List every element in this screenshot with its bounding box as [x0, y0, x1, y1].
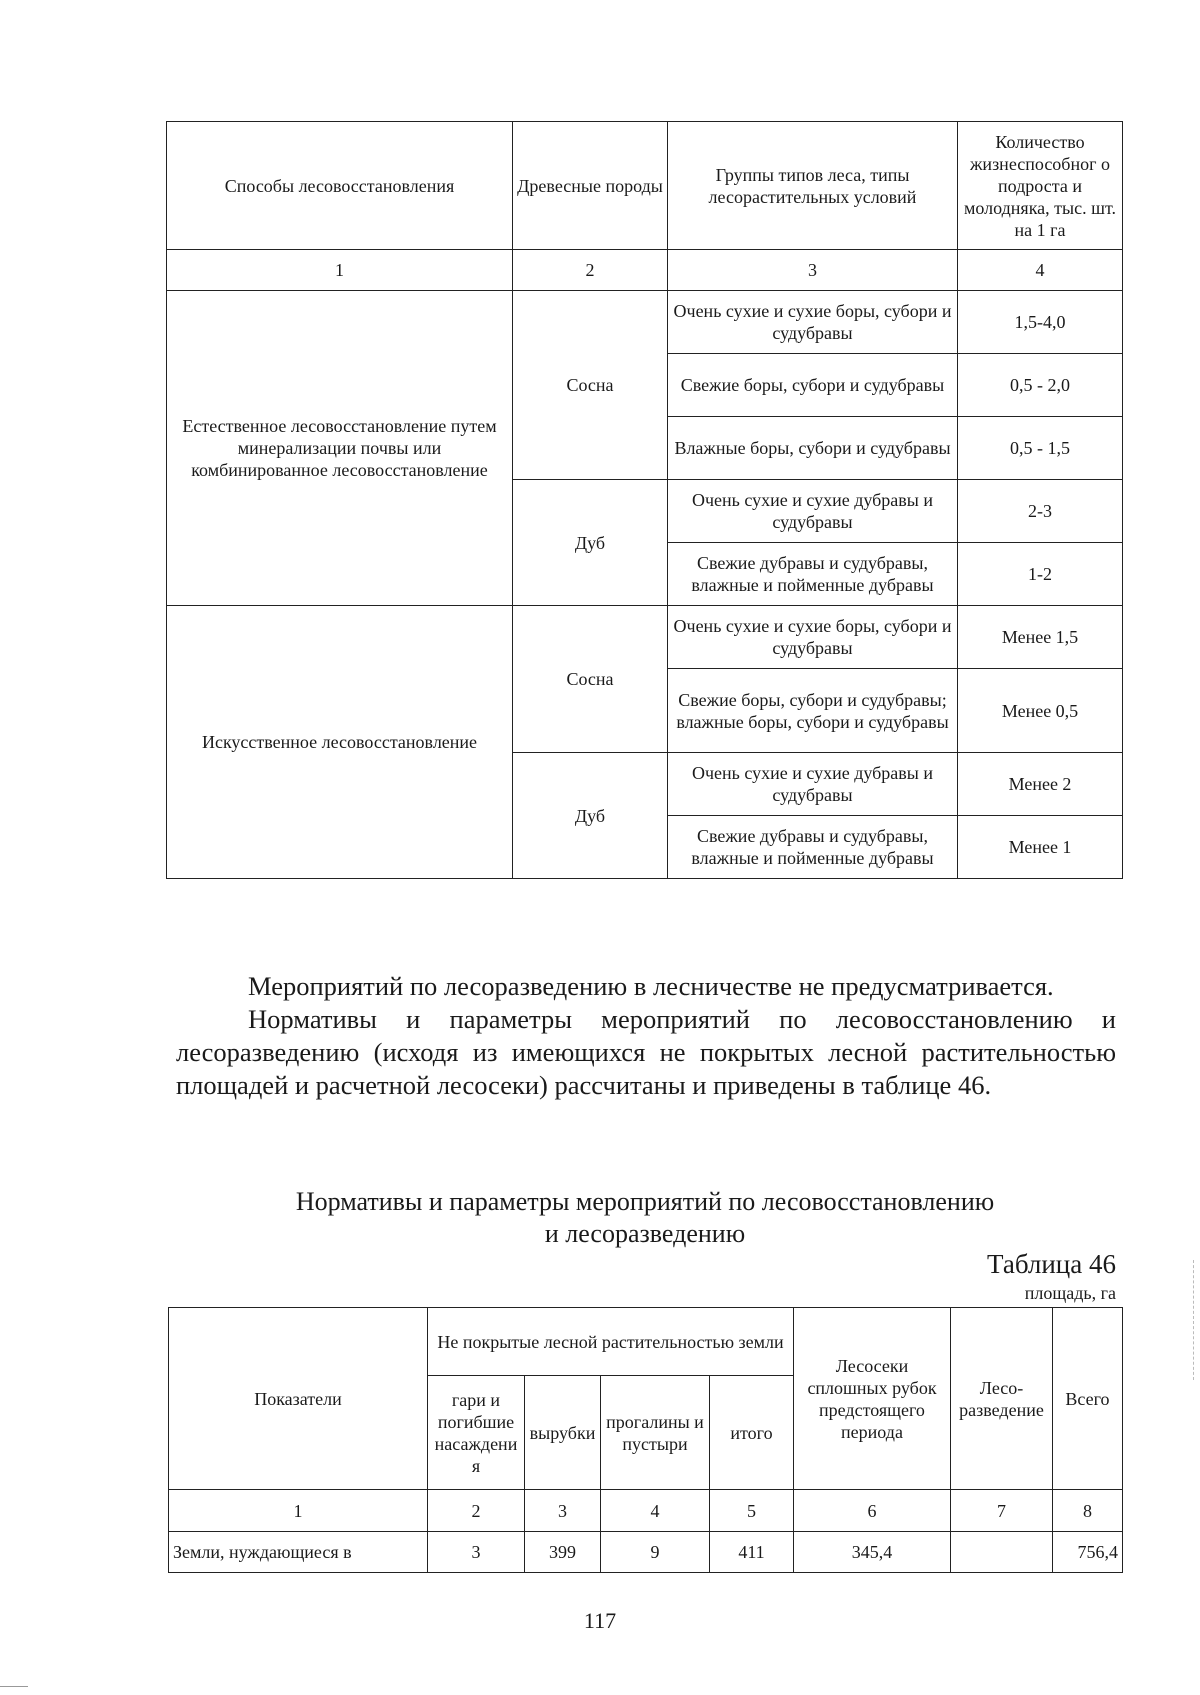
method-cell: Искусственное лесовосстановление	[167, 606, 513, 879]
column-number: 3	[668, 250, 958, 291]
header-subtotal: итого	[710, 1376, 794, 1490]
paragraph-no-afforestation: Мероприятий по лесоразведению в лесничестве не предусматривается.	[248, 971, 1054, 1001]
forest-type-cell: Очень сухие и сухие боры, субори и судубравы	[668, 291, 958, 354]
row-label: Земли, нуждающиеся в	[169, 1532, 428, 1573]
forest-type-cell: Свежие боры, субори и судубравы; влажные боры, субори и судубравы	[668, 669, 958, 753]
value-cell: 9	[601, 1532, 710, 1573]
column-number: 4	[958, 250, 1123, 291]
header-clearcut-areas: Лесосеки сплошных рубок предстоящего периода	[794, 1308, 951, 1490]
species-cell: Сосна	[513, 291, 668, 480]
column-number: 6	[794, 1490, 951, 1532]
forest-type-cell: Свежие боры, субори и судубравы	[668, 354, 958, 417]
header-undergrowth-count: Количество жизнеспособног о подроста и молодняка, тыс. шт. на 1 га	[958, 122, 1123, 250]
forest-type-cell: Влажные боры, субори и судубравы	[668, 417, 958, 480]
forest-type-cell: Свежие дубравы и судубравы, влажные и пойменные дубравы	[668, 816, 958, 879]
undergrowth-count-cell: Менее 1	[958, 816, 1123, 879]
forest-type-cell: Очень сухие и сухие дубравы и судубравы	[668, 480, 958, 543]
header-species: Древесные породы	[513, 122, 668, 250]
scan-corner-mark	[0, 1686, 28, 1687]
column-number: 2	[428, 1490, 525, 1532]
undergrowth-count-cell: 1,5-4,0	[958, 291, 1123, 354]
header-indicators: Показатели	[169, 1308, 428, 1490]
undergrowth-count-cell: 0,5 - 2,0	[958, 354, 1123, 417]
value-cell: 411	[710, 1532, 794, 1573]
table-row	[167, 291, 1123, 354]
column-number: 5	[710, 1490, 794, 1532]
value-cell: 3	[428, 1532, 525, 1573]
value-cell	[951, 1532, 1053, 1573]
header-clearcuts: вырубки	[525, 1376, 601, 1490]
unit-label: площадь, га	[1024, 1283, 1116, 1303]
header-non-forested-lands: Не покрытые лесной растительностью земли	[428, 1308, 794, 1376]
column-number: 1	[169, 1490, 428, 1532]
table-label: Таблица 46	[987, 1249, 1116, 1279]
column-number: 3	[525, 1490, 601, 1532]
column-number: 4	[601, 1490, 710, 1532]
header-total: Всего	[1053, 1308, 1123, 1490]
method-cell: Естественное лесовосстановление путем минерализации почвы или комбинированное лесовосстановление	[167, 291, 513, 606]
header-row	[167, 122, 1123, 250]
header-glades: прогалины и пустыри	[601, 1376, 710, 1490]
header-forest-type: Группы типов леса, типы лесорастительных условий	[668, 122, 958, 250]
column-number: 8	[1053, 1490, 1123, 1532]
undergrowth-count-cell: 0,5 - 1,5	[958, 417, 1123, 480]
column-number: 2	[513, 250, 668, 291]
paragraph-norms-description: Нормативы и параметры мероприятий по лесовосстановлению и лесоразведению (исходя из имеющихся не покрытых лесной растительностью площадей и расчетной лесосеки) рассчитаны и приведены в таблице 46.	[176, 1004, 1116, 1100]
table46-title-line1: Нормативы и параметры мероприятий по лесовосстановлению	[295, 1187, 995, 1216]
forest-type-cell: Свежие дубравы и судубравы, влажные и пойменные дубравы	[668, 543, 958, 606]
column-number: 7	[951, 1490, 1053, 1532]
column-number-row	[167, 250, 1123, 291]
reforestation-methods-table	[166, 121, 1123, 879]
table-row	[169, 1532, 1123, 1573]
header-method: Способы лесовосстановления	[167, 122, 513, 250]
value-cell: 399	[525, 1532, 601, 1573]
forest-type-cell: Очень сухие и сухие боры, субори и судубравы	[668, 606, 958, 669]
column-number-row	[169, 1490, 1123, 1532]
table46-title-line2: и лесоразведению	[544, 1219, 746, 1248]
forest-type-cell: Очень сухие и сухие дубравы и судубравы	[668, 753, 958, 816]
page-number: 117	[583, 1608, 617, 1633]
column-number: 1	[167, 250, 513, 291]
undergrowth-count-cell: Менее 0,5	[958, 669, 1123, 753]
undergrowth-count-cell: Менее 2	[958, 753, 1123, 816]
species-cell: Сосна	[513, 606, 668, 753]
scan-edge-mark	[1192, 1260, 1194, 1380]
value-cell: 345,4	[794, 1532, 951, 1573]
species-cell: Дуб	[513, 480, 668, 606]
value-cell: 756,4	[1053, 1532, 1123, 1573]
table46	[168, 1307, 1123, 1573]
undergrowth-count-cell: 2-3	[958, 480, 1123, 543]
undergrowth-count-cell: Менее 1,5	[958, 606, 1123, 669]
undergrowth-count-cell: 1-2	[958, 543, 1123, 606]
header-burnt-stands: гари и погибшие насаждени я	[428, 1376, 525, 1490]
species-cell: Дуб	[513, 753, 668, 879]
table-row	[167, 606, 1123, 669]
header-afforestation: Лесо-разведение	[951, 1308, 1053, 1490]
